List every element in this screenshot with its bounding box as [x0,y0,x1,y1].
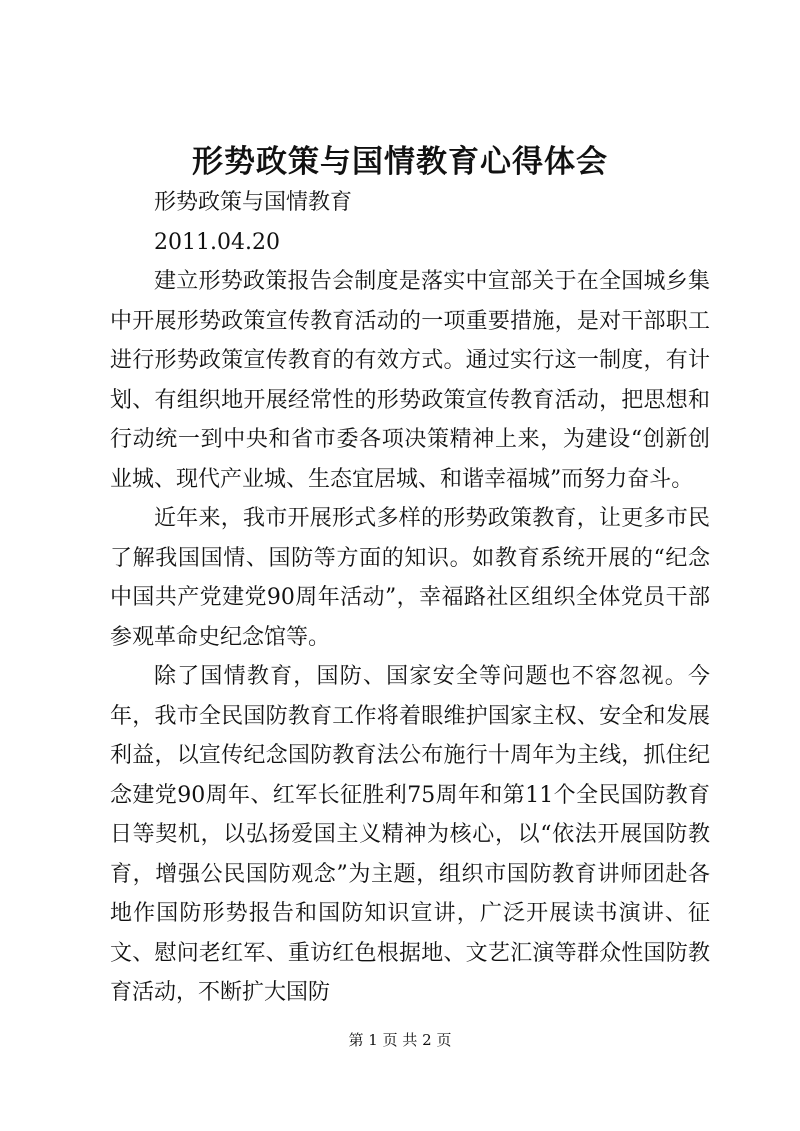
document-title: 形势政策与国情教育心得体会 [192,144,608,180]
paragraph: 除了国情教育，国防、国家安全等问题也不容忽视。今年，我市全民国防教育工作将着眼维护国家主权、安全和发展利益，以宣传纪念国防教育法公布施行十周年为主线，抓住纪念建党90周年、红军长征胜利75周年和第11个全民国防教育日等契机，以弘扬爱国主义精神为核心，以“依法开展国防教育，增强公民国防观念”为主题，组织市国防教育讲师团赴各地作国防形势报告和国防知识宣讲，广泛开展读书演讲、征文、慰问老红军、重访红色根据地、文艺汇演等群众性国防教育活动，不断扩大国防 [110,664,710,1005]
document-date: 2011.04.20 [154,229,280,255]
paragraph: 近年来，我市开展形式多样的形势政策教育，让更多市民了解我国国情、国防等方面的知识。如教育系统开展的“纪念中国共产党建党90周年活动”，幸福路社区组织全体党员干部参观革命史纪念馆等。 [110,506,710,650]
page-number-footer: 第 1 页 共 2 页 [348,1031,452,1049]
paragraph: 建立形势政策报告会制度是落实中宣部关于在全国城乡集中开展形势政策宣传教育活动的一项重要措施，是对干部职工进行形势政策宣传教育的有效方式。通过实行这一制度，有计划、有组织地开展经常性的形势政策宣传教育活动，把思想和行动统一到中央和省市委各项决策精神上来，为建设“创新创业城、现代产业城、生态宜居城、和谐幸福城”而努力奋斗。 [110,269,710,492]
document-subtitle: 形势政策与国情教育 [154,190,353,215]
document-body [110,183,710,1013]
